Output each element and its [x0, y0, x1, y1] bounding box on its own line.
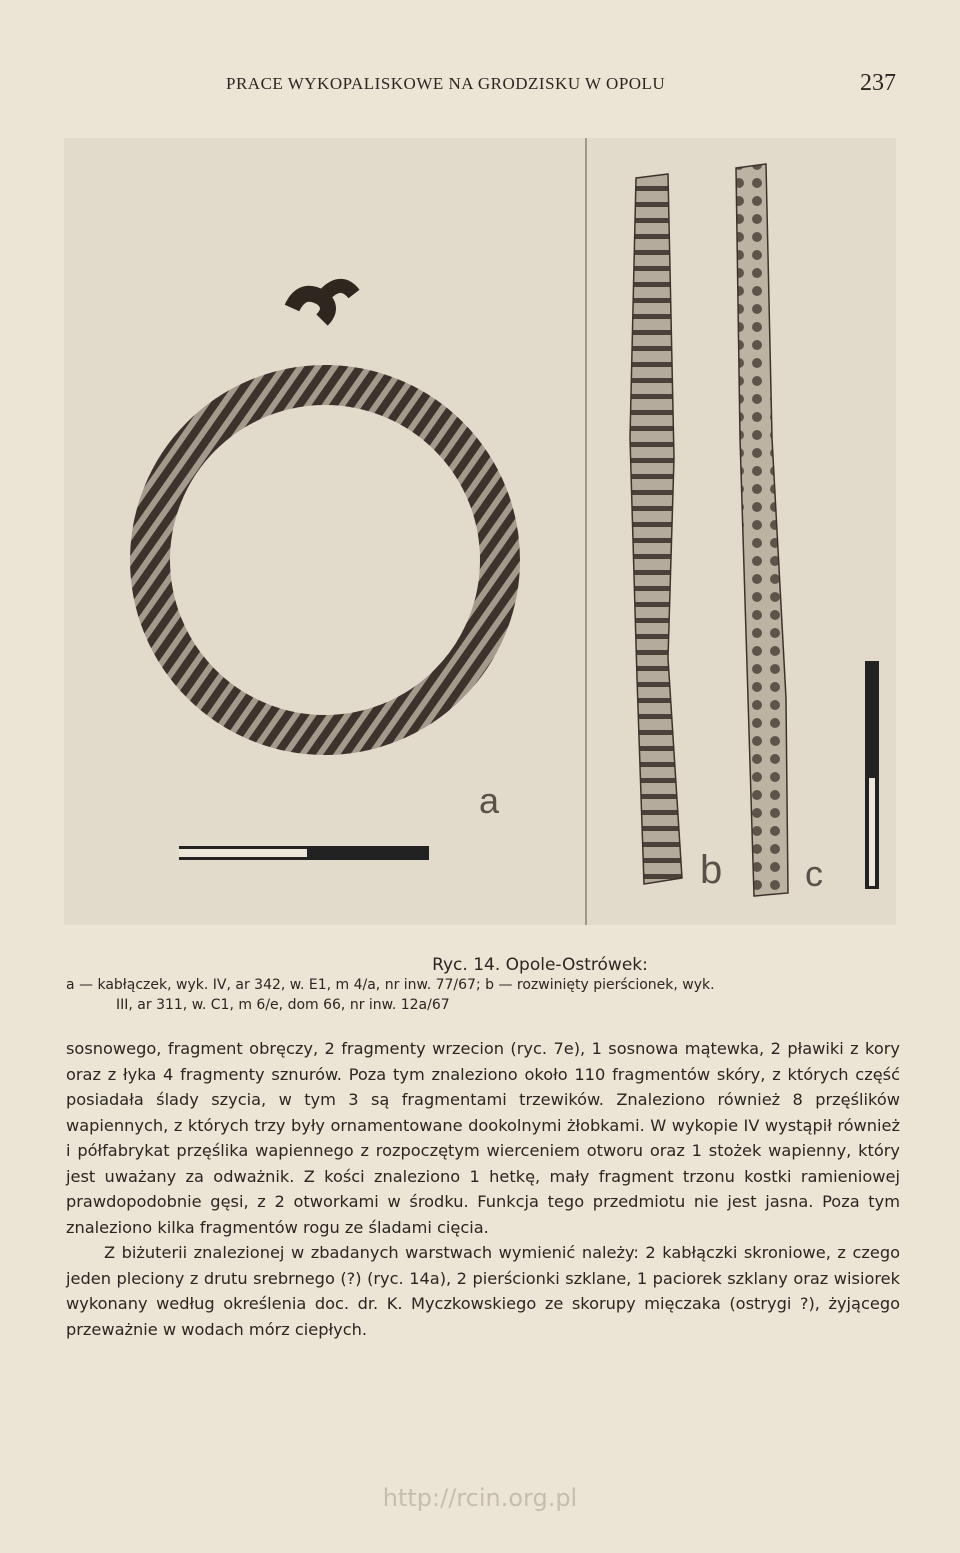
paragraph-2: Z biżuterii znalezionej w zbadanych warstwach wymienić należy: 2 kabłączki skroniowe, z czego jeden pleciony z drutu srebrnego (?) (ryc. 14a), 2 pierścionki szklane, 1 paciorek szklany oraz wisiorek wykonany według określenia doc. dr. K. Myczkowskiego ze skorupy mięczaka (ostrygi ?), żyjącego przeważnie w wodach mórz ciepłych. — [66, 1243, 900, 1339]
label-b: b — [700, 848, 723, 892]
paragraph-1: sosnowego, fragment obręczy, 2 fragmenty wrzecion (ryc. 7e), 1 sosnowa mątewka, 2 pławiki z kory oraz z łyka 4 fragmenty sznurów. Poza tym znaleziono około 110 fragmentów skóry, z których część posiadała ślady szycia, w tym 3 są fragmentami trzewików. Znaleziono również 8 przęślików wapiennych, z których trzy były ornamentowane dookolnymi żłobkami. W wykopie IV wystąpił również i półfabrykat przęślika wapiennego z rozpoczętym wierceniem otworu oraz 1 stożek wapienny, który jest uważany za odważnik. Z kości znaleziono 1 hetkę, mały fragment trzonu kostki ramieniowej prawdopodobnie gęsi, z 2 otworkami w środku. Funkcja tego przedmiotu nie jest jasna. Poza tym znaleziono kilka fragmentów rogu ze śladami cięcia. — [66, 1039, 900, 1237]
running-title: PRACE WYKOPALISKOWE NA GRODZISKU W OPOLU — [226, 74, 666, 93]
figure-photo — [64, 138, 896, 925]
page-header — [64, 70, 900, 100]
body-text — [66, 1036, 900, 1342]
figure-caption — [60, 955, 900, 1015]
figure-plate — [64, 138, 896, 925]
label-c: c — [805, 853, 823, 894]
label-a: a — [479, 780, 500, 821]
scale-bar-a — [179, 846, 429, 860]
watermark: http://rcin.org.pl — [382, 1484, 578, 1512]
caption-line-2: III, ar 311, w. C1, m 6/e, dom 66, nr inw. 12a/67 — [116, 997, 450, 1013]
caption-title: Ryc. 14. Opole-Ostrówek: — [432, 955, 648, 975]
page-number: 237 — [860, 70, 896, 96]
caption-line-1: a — kabłączek, wyk. IV, ar 342, w. E1, m 4/a, nr inw. 77/67; b — rozwinięty pierścionek, wyk. — [66, 977, 715, 993]
scale-bar-c — [865, 661, 879, 889]
